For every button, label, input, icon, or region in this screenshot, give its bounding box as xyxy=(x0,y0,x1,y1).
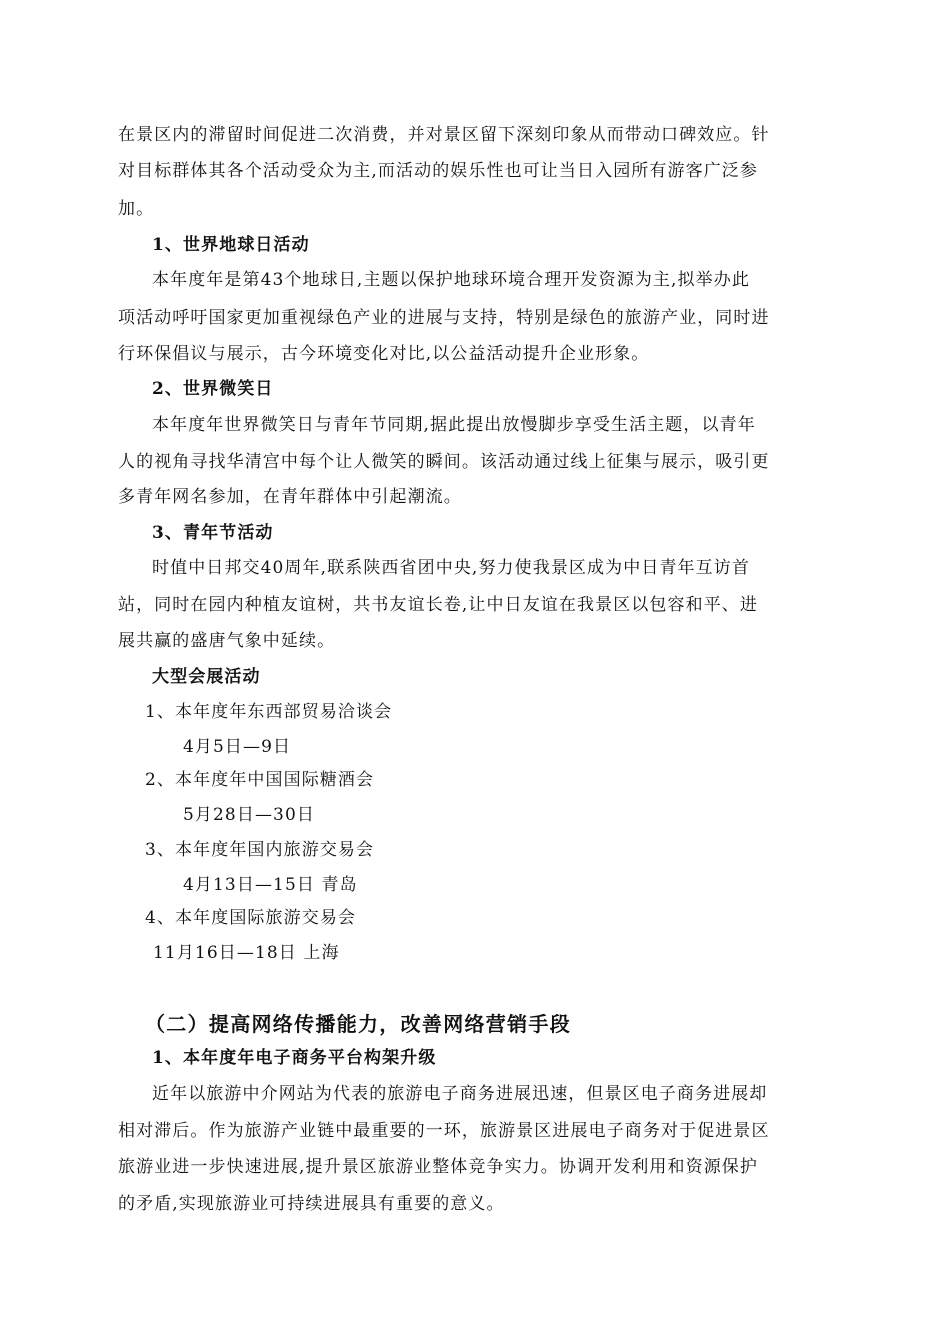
intro-line-2: 对目标群体其各个活动受众为主,而活动的娱乐性也可让当日入园所有游客广泛参 xyxy=(118,161,759,181)
youth-day-line-3: 展共赢的盛唐气象中延续。 xyxy=(118,631,336,651)
exhibition-item-title: 4、本年度国际旅游交易会 xyxy=(145,908,357,928)
ecommerce-heading: 1、本年度年电子商务平台构架升级 xyxy=(152,1048,437,1068)
exhibition-item-date: 4月13日—15日 青岛 xyxy=(183,875,358,895)
smile-day-line-2: 人的视角寻找华清宫中每个让人微笑的瞬间。该活动通过线上征集与展示，吸引更 xyxy=(118,452,770,472)
youth-day-heading: 3、青年节活动 xyxy=(152,523,274,543)
exhibition-item-title: 3、本年度年国内旅游交易会 xyxy=(145,840,375,860)
intro-line-3: 加。 xyxy=(118,199,155,219)
youth-day-line-2: 站，同时在园内种植友谊树，共书友谊长卷,让中日友谊在我景区以包容和平、进 xyxy=(118,595,759,615)
smile-day-line-3: 多青年网名参加，在青年群体中引起潮流。 xyxy=(118,487,462,507)
intro-line-1: 在景区内的滞留时间促进二次消费，并对景区留下深刻印象从而带动口碑效应。针 xyxy=(118,125,770,145)
exhibition-item-date: 4月5日—9日 xyxy=(183,737,292,757)
exhibition-item-title: 1、本年度年东西部贸易洽谈会 xyxy=(145,702,393,722)
youth-day-line-1: 时值中日邦交40周年,联系陕西省团中央,努力使我景区成为中日青年互访首 xyxy=(152,558,750,578)
ecommerce-line-1: 近年以旅游中介网站为代表的旅游电子商务进展迅速，但景区电子商务进展却 xyxy=(152,1084,768,1104)
earth-day-line-2: 项活动呼吁国家更加重视绿色产业的进展与支持，特别是绿色的旅游产业，同时进 xyxy=(118,308,770,328)
section-heading: （二）提高网络传播能力，改善网络营销手段 xyxy=(145,1012,571,1036)
ecommerce-line-4: 的矛盾,实现旅游业可持续进展具有重要的意义。 xyxy=(118,1194,505,1214)
earth-day-line-3: 行环保倡议与展示，古今环境变化对比,以公益活动提升企业形象。 xyxy=(118,344,650,364)
exhibition-item-date: 11月16日—18日 上海 xyxy=(153,943,340,963)
ecommerce-line-3: 旅游业进一步快速进展,提升景区旅游业整体竞争实力。协调开发利用和资源保护 xyxy=(118,1157,759,1177)
exhibition-item-title: 2、本年度年中国国际糖酒会 xyxy=(145,770,375,790)
exhibition-item-date: 5月28日—30日 xyxy=(183,805,315,825)
earth-day-line-1: 本年度年是第43个地球日,主题以保护地球环境合理开发资源为主,拟举办此 xyxy=(152,270,750,290)
earth-day-heading: 1、世界地球日活动 xyxy=(152,235,310,255)
exhibitions-heading: 大型会展活动 xyxy=(152,667,261,687)
smile-day-heading: 2、世界微笑日 xyxy=(152,379,274,399)
ecommerce-line-2: 相对滞后。作为旅游产业链中最重要的一环，旅游景区进展电子商务对于促进景区 xyxy=(118,1121,770,1141)
smile-day-line-1: 本年度年世界微笑日与青年节同期,据此提出放慢脚步享受生活主题，以青年 xyxy=(152,415,756,435)
